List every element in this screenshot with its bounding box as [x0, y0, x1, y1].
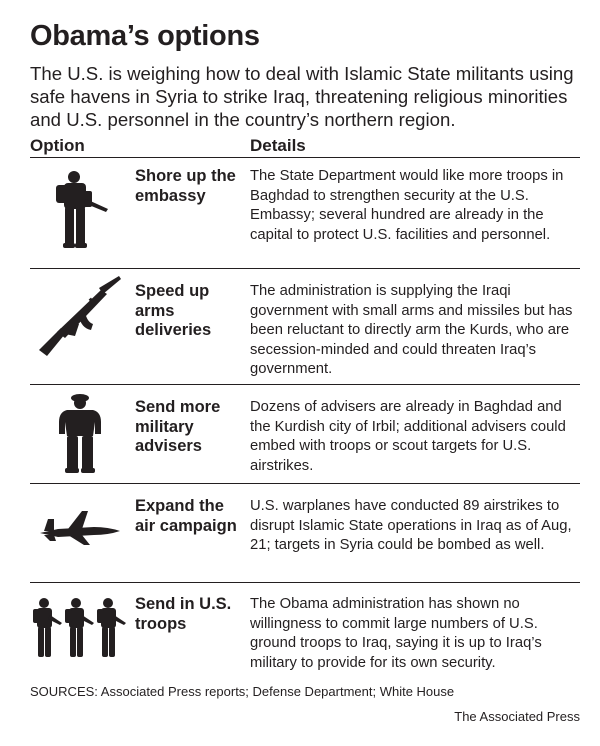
- three-soldiers-icon: [30, 597, 130, 659]
- option-label: Shore up the embassy: [135, 167, 236, 205]
- option-details: Dozens of advisers are already in Baghdad and the Kurdish city of Irbil; additional advisers could embed with troops or scout targets for U.S. airstrikes.: [250, 399, 566, 474]
- row-divider: [30, 268, 580, 269]
- row-divider: [30, 384, 580, 385]
- credit-line: The Associated Press: [454, 709, 580, 724]
- option-label: Send in U.S. troops: [135, 595, 232, 633]
- page-title: Obama’s options: [30, 20, 260, 52]
- option-label: Send more military advisers: [135, 398, 221, 455]
- option-details: The State Department would like more troops in Baghdad to strengthen security at the U.S. Embassy; several hundred are already in the capital to protect U.S. facilities and personnel.: [250, 168, 564, 243]
- standing-officer-icon: [30, 392, 130, 474]
- row-divider: [30, 483, 580, 484]
- column-header-details: Details: [250, 136, 306, 155]
- option-details: The administration is supplying the Iraqi government with small arms and missiles but has been reluctant to directly arm the Kurds, who are secession-minded and could threaten Iraq’s government.: [250, 283, 573, 377]
- fighter-jet-icon: [30, 507, 130, 547]
- row-divider: [30, 582, 580, 583]
- option-details: U.S. warplanes have conducted 89 airstrikes to disrupt Islamic State operations in Iraq as of Aug, 21; targets in Syria could be bombed as well.: [250, 498, 572, 553]
- option-details: The Obama administration has shown no willingness to commit large numbers of U.S. ground troops to Iraq, saying it is up to Iraq’s military to provide for its own security.: [250, 596, 542, 671]
- soldier-with-rifle-icon: [30, 169, 130, 249]
- option-label: Expand the air campaign: [135, 497, 237, 535]
- sources-note: SOURCES: Associated Press reports; Defense Department; White House: [30, 684, 455, 699]
- header-divider: [30, 157, 580, 158]
- assault-rifle-icon: [30, 276, 130, 358]
- page-subtitle: The U.S. is weighing how to deal with Islamic State militants using safe havens in Syria to strike Iraq, threatening religious minorities and U.S. personnel in the country’s northern region.: [30, 63, 574, 130]
- option-label: Speed up arms deliveries: [135, 282, 212, 339]
- column-header-option: Option: [30, 136, 85, 155]
